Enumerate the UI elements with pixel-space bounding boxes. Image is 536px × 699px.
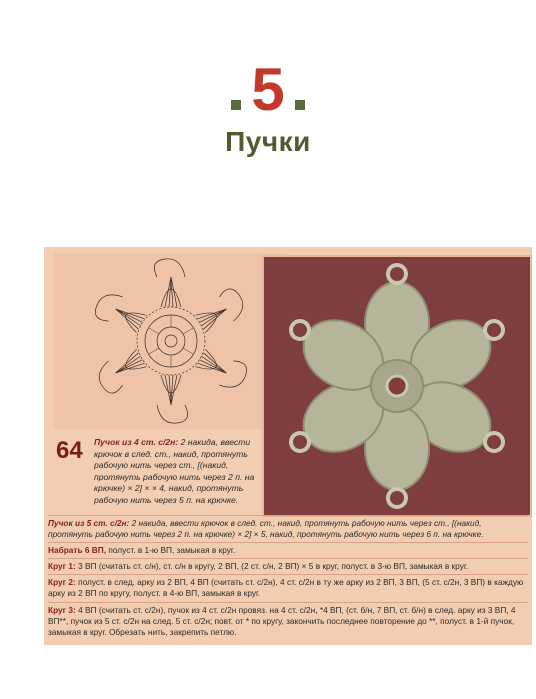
start-key: Набрать 6 ВП, — [48, 545, 107, 555]
chapter-title: Пучки — [225, 126, 311, 157]
stitch-key: Пучок из 5 ст. с/2н: — [48, 518, 130, 528]
round-2-instruction — [48, 577, 528, 599]
divider — [48, 602, 528, 603]
chapter-number-row — [0, 56, 536, 123]
left-square-decoration — [231, 100, 241, 110]
round-3-instruction — [48, 605, 528, 638]
divider — [48, 542, 528, 543]
crochet-motif-illustration — [264, 257, 530, 515]
divider — [48, 515, 528, 516]
round-key: Круг 2: — [48, 577, 76, 587]
chapter-header — [0, 56, 536, 158]
stitch-definition-5 — [48, 518, 528, 540]
round-text: 4 ВП (считать ст. с/2н), пучок из 4 ст. с/2н провяз. на 4 ст. с/2н, *4 ВП, (ст. б/н, 7 ВП, ст. б/н) в след. арку из 3 ВП, 4 ВП**, пучок из 5 ст. с/2н на след. 5 ст. с/2н; повт. от * по кругу, закончить последнее повторение до **, полуст. в 1-й пучок, замыкая в круг. Обрезать нить, закрепить петлю. — [48, 605, 516, 637]
divider — [48, 558, 528, 559]
stitch-text: 2 накида, ввести крючок в след. ст., накид, протянуть рабочую нить через ст., [(накид, протянуть рабочую нить через 2 п. на крючке) × 2] × × 4, накид, протянуть рабочую нить через 5 п. на крючке. — [94, 437, 255, 505]
chapter-number: 5 — [251, 56, 285, 123]
round-1-instruction — [48, 561, 528, 572]
crochet-chart-diagram — [54, 253, 287, 429]
start-text: полуст. в 1-ю ВП, замыкая в круг. — [108, 545, 236, 555]
round-key: Круг 1: — [48, 561, 76, 571]
motif-photo — [262, 255, 532, 517]
chart-drawing — [54, 253, 287, 429]
start-instruction — [48, 545, 528, 556]
right-square-decoration — [295, 100, 305, 110]
pattern-number: 64 — [56, 437, 83, 464]
round-text: 3 ВП (считать ст. с/н), ст. с/н в кругу, 2 ВП, (2 ст. с/н, 2 ВП) × 5 в круг, полуст. в 3-ю ВП, замыкая в круг. — [78, 561, 469, 571]
round-key: Круг 3: — [48, 605, 76, 615]
stitch-definition-4 — [94, 437, 262, 507]
stitch-key: Пучок из 4 ст. с/2н: — [94, 437, 179, 447]
stitch-text: 2 накида, ввести крючок в след. ст., накид, протянуть рабочую нить через ст., [(накид, протянуть рабочую нить через 2 п. на крючке) × 2] × 5, накид, протянуть рабочую нить через 6 п. на крючке. — [48, 518, 484, 539]
divider — [48, 574, 528, 575]
round-text: полуст. в след. арку из 2 ВП, 4 ВП (считать ст. с/2н), 4 ст. с/2н в ту же арку из 2 ВП, 3 ВП, (5 ст. с/2н, 3 ВП) в каждую арку из 2 ВП по кругу, полуст. в 4-ю ВП, замыкая в круг. — [48, 577, 524, 598]
pattern-panel — [44, 247, 532, 645]
